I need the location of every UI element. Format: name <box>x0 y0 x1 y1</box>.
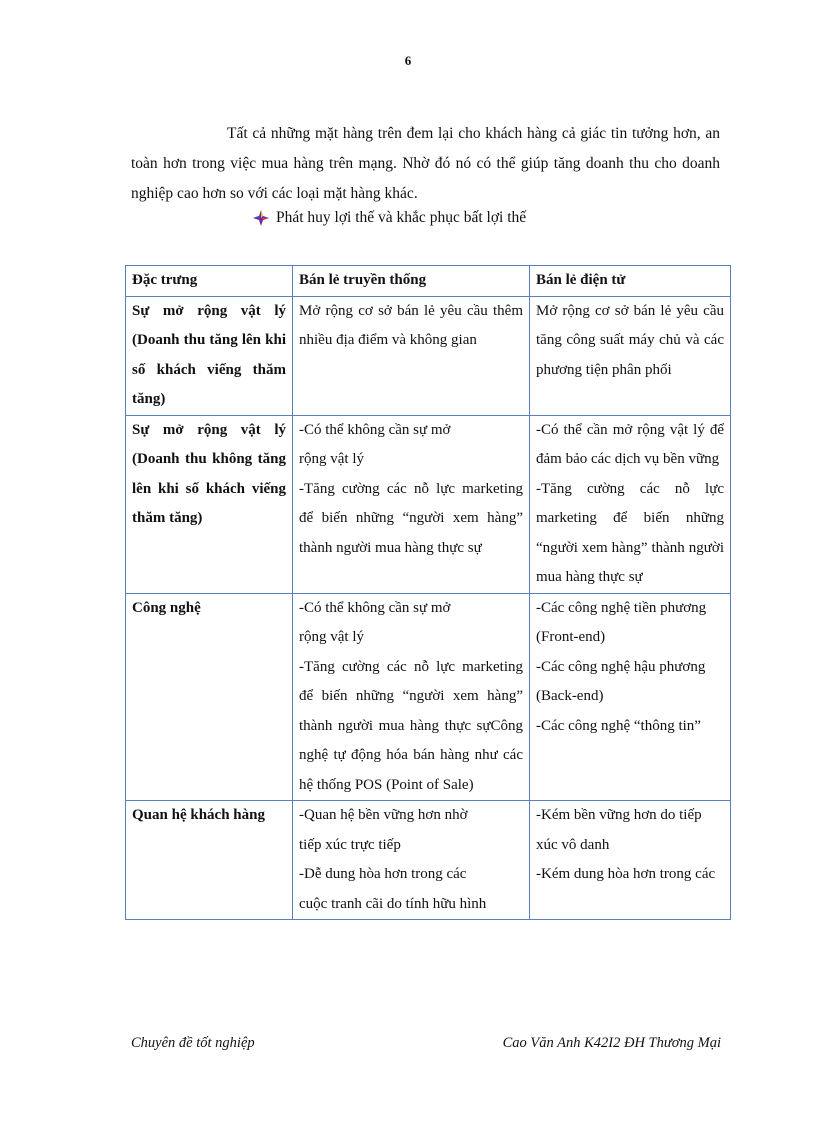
intro-paragraph: Tất cả những mặt hàng trên đem lại cho khách hàng cả giác tin tưởng hơn, an toàn hơn trong việc mua hàng trên mạng. Nhờ đó nó có thể giúp tăng doanh thu cho doanh nghiệp cao hơn so với các loại mặt hàng khác. <box>131 125 720 202</box>
footer-author: Cao Văn Anh K42I2 ĐH Thương Mại <box>502 1035 721 1051</box>
row-traditional <box>293 415 530 593</box>
row-electronic <box>530 296 731 415</box>
table-row <box>126 296 731 415</box>
cell-line: -Các công nghệ tiền phương <box>536 599 707 616</box>
row-feature: Quan hệ khách hàng <box>126 801 293 920</box>
cell-line: -Có thể cần mở rộng vật lý để đảm bảo các dịch vụ bền vững <box>536 421 724 467</box>
row-electronic <box>530 415 731 593</box>
cell-line: -Quan hệ bền vững hơn nhờ <box>299 807 468 823</box>
cell-line: -Dễ dung hòa hơn trong các <box>299 866 467 882</box>
row-electronic <box>530 801 731 920</box>
cell-line: -Tăng cường các nỗ lực marketing để biến những “người xem hàng” thành người mua hàng thực sựCông nghệ tự động hóa bán hàng như các hệ thống POS (Point of Sale) <box>299 658 523 793</box>
cell-line: (Back-end) <box>536 688 604 704</box>
row-traditional <box>293 593 530 801</box>
cell-line: -Kém dung hòa hơn trong các <box>536 866 716 882</box>
cell-line: -Các công nghệ “thông tin” <box>536 717 701 734</box>
cell-line: -Tăng cường các nỗ lực marketing để biến những “người xem hàng” thành người mua hàng thực sự <box>299 480 523 556</box>
row-feature: Sự mở rộng vật lý (Doanh thu không tăng lên khi số khách viếng thăm tăng) <box>126 415 293 593</box>
cell-line: -Có thể không cần sự mở <box>299 421 451 438</box>
cell-line: -Kém bền vững hơn do tiếp <box>536 807 702 823</box>
cell-line: tiếp xúc trực tiếp <box>299 836 401 853</box>
section-heading <box>253 206 526 230</box>
page-number: 6 <box>404 53 412 68</box>
cell-line: -Có thể không cần sự mở <box>299 599 451 616</box>
row-traditional <box>293 801 530 920</box>
table-row <box>126 415 731 593</box>
header-feature: Đặc trưng <box>126 266 293 297</box>
row-feature: Sự mở rộng vật lý (Doanh thu tăng lên khi số khách viếng thăm tăng) <box>126 296 293 415</box>
table-row <box>126 801 731 920</box>
footer-thesis-label: Chuyên đề tốt nghiệp <box>131 1035 255 1051</box>
cell-line: -Tăng cường các nỗ lực marketing để biến những “người xem hàng” thành người mua hàng thực sự <box>536 480 724 585</box>
row-feature: Công nghệ <box>126 593 293 801</box>
header-electronic: Bán lẻ điện tử <box>530 266 731 297</box>
section-heading-text: Phát huy lợi thế và khắc phục bất lợi thế <box>276 209 527 226</box>
four-point-star-icon <box>253 210 269 226</box>
cell-line: Mở rộng cơ sở bán lẻ yêu cầu thêm nhiều địa điểm và không gian <box>299 302 523 348</box>
cell-line: rộng vật lý <box>299 629 364 645</box>
table-header-row <box>126 266 731 297</box>
comparison-table <box>125 265 731 920</box>
cell-line: (Front-end) <box>536 629 606 645</box>
cell-line: -Các công nghệ hậu phương <box>536 658 706 675</box>
row-traditional <box>293 296 530 415</box>
cell-line: xúc vô danh <box>536 836 610 853</box>
cell-line: cuộc tranh cãi do tính hữu hình <box>299 895 487 912</box>
header-traditional: Bán lẻ truyền thống <box>293 266 530 297</box>
row-electronic <box>530 593 731 801</box>
cell-line: rộng vật lý <box>299 451 364 467</box>
cell-line: Mở rộng cơ sở bán lẻ yêu cầu tăng công suất máy chủ và các phương tiện phân phối <box>536 302 724 378</box>
table-row <box>126 593 731 801</box>
